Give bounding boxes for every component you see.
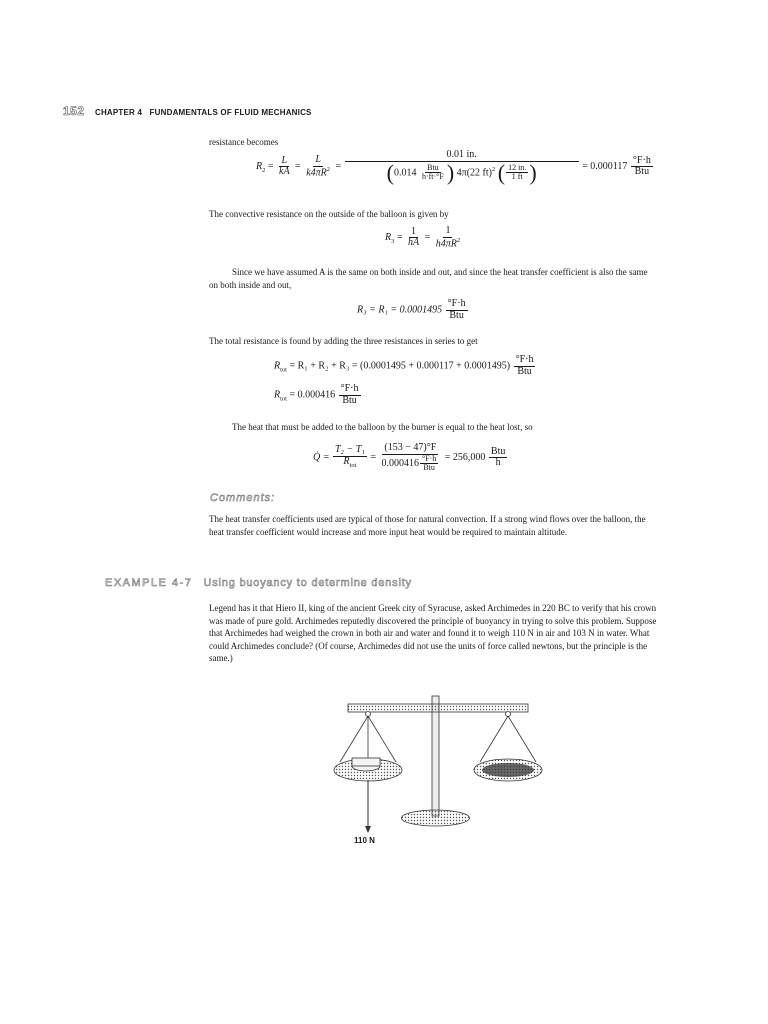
example-label: EXAMPLE 4-7 xyxy=(105,577,193,589)
chapter-label: CHAPTER 4 xyxy=(94,108,143,117)
equation-r2: $R_2$ = $\frac{L}{kA}$ = $\frac{L}{k4\pi R^2}$ = 0.01 in. (0.014 $\frac{\text{Btu}}{h\cdot ft\cdot^\circ F}$ ) 4π(22 ft)$^2$ ( $\frac{12 in.}{1 ft}$ ) = 0.000117 $\frac{^\circ F\cdot h}{\text{Btu}}$ xyxy=(256,149,651,185)
running-header xyxy=(63,104,312,118)
scale-post xyxy=(432,696,439,816)
paragraph-total: The total resistance is found by adding the three resistances in series to get xyxy=(209,336,478,346)
force-label: 110 N xyxy=(354,836,375,845)
balance-scale-figure xyxy=(320,690,560,860)
page-number: 152 xyxy=(63,104,85,118)
paragraph-resistance: resistance becomes xyxy=(209,137,279,147)
paragraph-since: Since we have assumed A is the same on both inside and out, and since the heat transfer coefficient is also the same on both inside and out, xyxy=(209,267,648,290)
equation-rtot-sum: $R_{tot} = R_1 + R_2 + R_3 = (0.0001495 + 0.000117 + 0.0001495)$ $\frac{^\circ F\cdot h}{\text{Btu}}$ xyxy=(274,354,534,377)
example-body: Legend has it that Hiero II, king of the ancient Greek city of Syracuse, asked Archimedes in 220 BC to verify that his crown was made of pure gold. Archimedes reputedly discovered the principle of buoyancy in trying to solve this problem. Suppose that Archimedes had weighed the crown in both air and water and found it to weigh 110 N in air and 103 N in water. What could Archimedes conclude? (Of course, Archimedes did not use the units of force called newtons, but the principle is the same.) xyxy=(209,603,657,664)
equation-r3: $R_3$ = $\frac{1}{hA}$ = $\frac{1}{h4\pi R^2}$ xyxy=(385,225,461,249)
comments-text: The heat transfer coefficients used are typical of those for natural convection. If a strong wind flows over the balloon, the heat transfer coefficient would increase and more input heat would be required to maintain altitude. xyxy=(209,514,646,537)
example-title: Using buoyancy to determine density xyxy=(203,577,412,589)
equation-rtot-value: $R_{tot} = 0.000416$ $\frac{^\circ F\cdot h}{\text{Btu}}$ xyxy=(274,383,359,406)
scale-base xyxy=(402,810,470,826)
paragraph-heat: The heat that must be added to the balloon by the burner is equal to the heat lost, so xyxy=(232,422,533,432)
chapter-title: FUNDAMENTALS OF FLUID MECHANICS xyxy=(149,108,312,117)
equation-q: Q̇ = $\frac{\text{T₂ − T₁}}{R_{tot}}$ = (153 − 47)°F 0.000416 $\frac{^\circ F\cdot h}{\text{Btu}}$ = 256,000 $\frac{\text{Btu}}{h}$ xyxy=(313,442,506,472)
paragraph-convective: The convective resistance on the outside of the balloon is given by xyxy=(209,209,449,219)
equation-r3-value: R₃ = R₁ = 0.0001495 $\frac{^\circ F\cdot h}{\text{Btu}}$ xyxy=(357,298,466,321)
comments-heading: Comments: xyxy=(210,492,276,504)
example-header xyxy=(105,577,412,589)
scale-beam xyxy=(348,704,528,712)
